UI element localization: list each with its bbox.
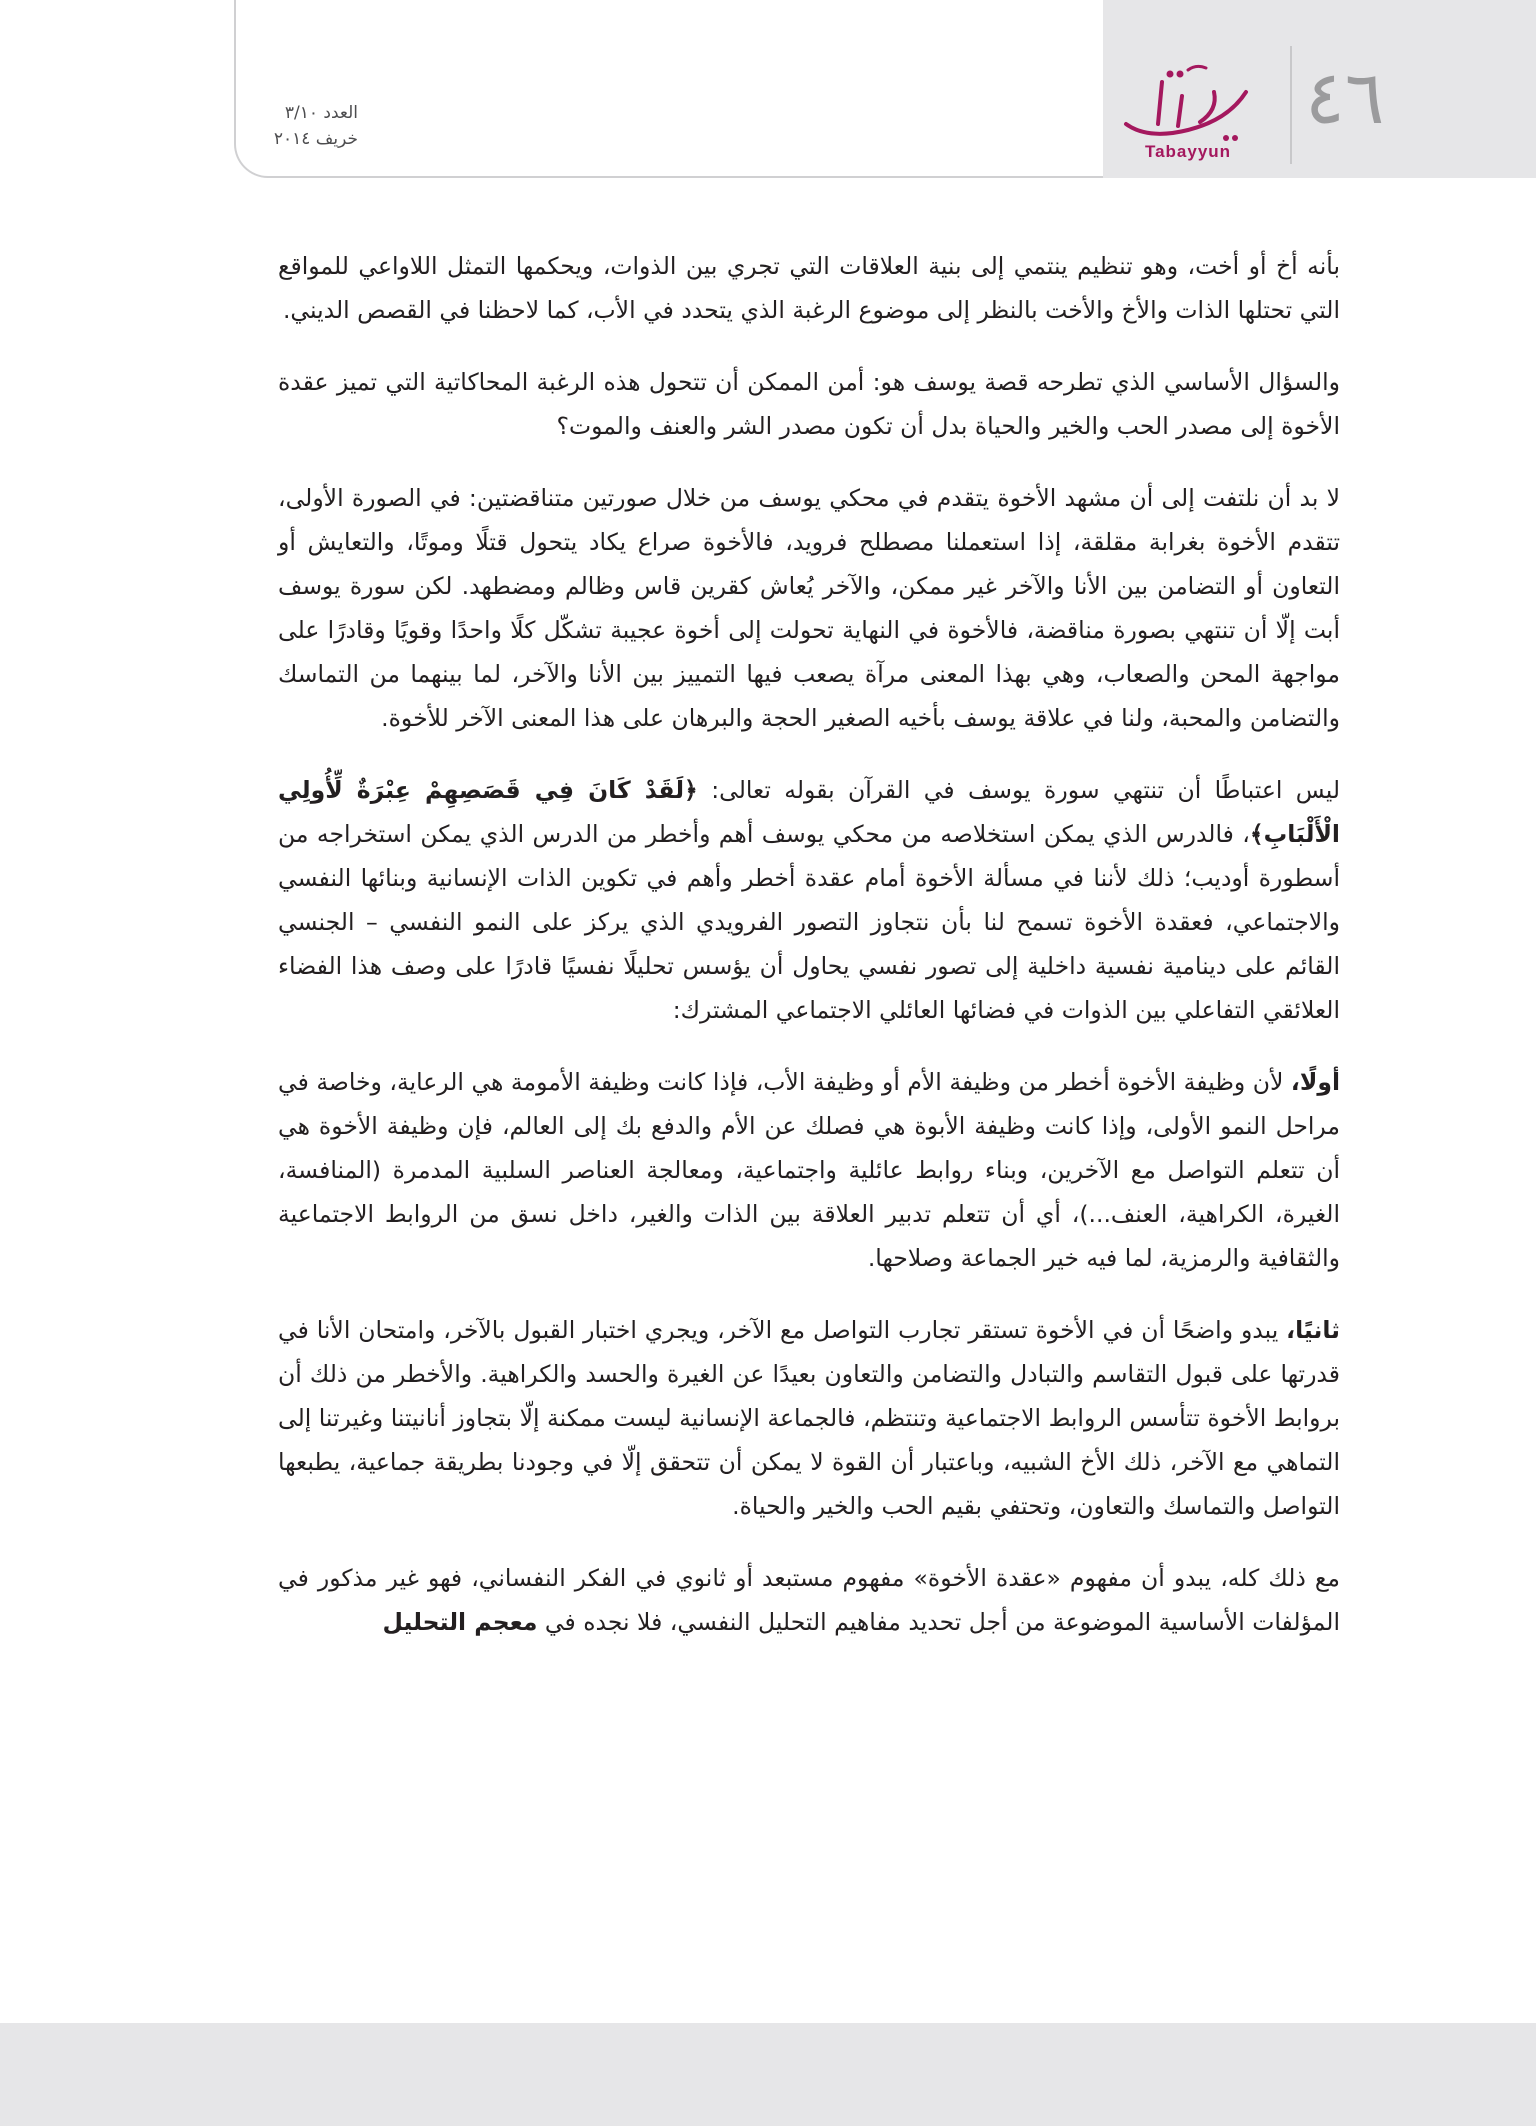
paragraph-6 xyxy=(278,1308,1340,1528)
paragraph-7-tail: معجم التحليل xyxy=(382,1608,538,1636)
paragraph-6-lead: ثانيًا، xyxy=(1286,1316,1340,1344)
journal-logo xyxy=(1118,62,1278,166)
footer-band xyxy=(0,2023,1536,2126)
issue-number: العدد ٣/١٠ xyxy=(284,103,358,123)
header-divider xyxy=(1290,46,1292,164)
logo-latin-text: Tabayyun xyxy=(1144,142,1232,161)
page-number: ٤٦ xyxy=(1305,55,1385,141)
paragraph-7-text: مع ذلك كله، يبدو أن مفهوم «عقدة الأخوة» مفهوم مستبعد أو ثانوي في الفكر النفساني، فهو غير مذكور في المؤلفات الأساسية الموضوعة من أجل تحديد مفاهيم التحليل النفسي، فلا نجده في xyxy=(278,1564,1340,1636)
issue-info xyxy=(238,100,358,152)
paragraph-4-text: ، فالدرس الذي يمكن استخلاصه من محكي يوسف أهم وأخطر من الدرس الذي يمكن استخراجه من أسطورة أوديب؛ ذلك لأننا في مسألة الأخوة أمام عقدة أخطر وأهم في تكوين الذات الإنسانية وبنائها النفسي والاجتماعي، فعقدة الأخوة تسمح لنا بأن نتجاوز التصور الفرويدي الذي يركز على النمو النفسي – الجنسي القائم على دينامية نفسية داخلية إلى تصور نفسي يحاول أن يؤسس تحليلًا نفسيًا قادرًا على وصف هذا الفضاء العلائقي التفاعلي بين الذوات في فضائها العائلي الاجتماعي المشترك: xyxy=(278,820,1340,1024)
paragraph-1: بأنه أخ أو أخت، وهو تنظيم ينتمي إلى بنية العلاقات التي تجري بين الذوات، ويحكمها التمثل اللاواعي للمواقع التي تحتلها الذات والأخ والأخت بالنظر إلى موضوع الرغبة الذي يتحدد في الأب، كما لاحظنا في القصص الديني. xyxy=(278,252,1340,324)
quran-quote: ﴿لَقَدْ كَانَ فِي قَصَصِهِمْ عِبْرَةٌ لِّأُولِي الْأَلْبَابِ﴾ xyxy=(278,776,1340,848)
paragraph-4-intro: ليس اعتباطًا أن تنتهي سورة يوسف في القرآن بقوله تعالى: xyxy=(697,776,1341,804)
paragraph-5-text: لأن وظيفة الأخوة أخطر من وظيفة الأم أو وظيفة الأب، فإذا كانت وظيفة الأمومة هي الرعاية، وخاصة في مراحل النمو الأولى، وإذا كانت وظيفة الأبوة هي فصلك عن الأم والدفع بك إلى العالم، فإن وظيفة الأخوة هي أن تتعلم التواصل مع الآخرين، وبناء روابط عائلية واجتماعية، ومعالجة العناصر السلبية المدمرة (المنافسة، الغيرة، الكراهية، العنف...)، أي أن تتعلم تدبير العلاقة بين الذات والغير، داخل نسق من الروابط الاجتماعية والثقافية والرمزية، لما فيه خير الجماعة وصلاحها. xyxy=(278,1068,1340,1272)
article-body xyxy=(278,244,1340,1672)
logo-calligraphy-icon xyxy=(1118,62,1268,146)
paragraph-6-text: يبدو واضحًا أن في الأخوة تستقر تجارب التواصل مع الآخر، ويجري اختبار القبول بالآخر، وامتحان الأنا في قدرتها على قبول التقاسم والتبادل والتضامن والتعاون بعيدًا عن الغيرة والحسد والكراهية. والأخطر من ذلك أن بروابط الأخوة تتأسس الروابط الاجتماعية وتنتظم، فالجماعة الإنسانية ليست ممكنة إلّا بتجاوز أنانيتنا وغيرتنا إلى التماهي مع الآخر، ذلك الأخ الشبيه، وباعتبار أن القوة لا يمكن أن تتحقق إلّا في وجودنا بطريقة جماعية، يطبعها التواصل والتماسك والتعاون، وتحتفي بقيم الحب والخير والحياة. xyxy=(278,1316,1340,1520)
paragraph-5-lead: أولًا، xyxy=(1290,1068,1340,1096)
paragraph-7 xyxy=(278,1556,1340,1644)
paragraph-3: لا بد أن نلتفت إلى أن مشهد الأخوة يتقدم في محكي يوسف من خلال صورتين متناقضتين: في الصورة الأولى، تتقدم الأخوة بغرابة مقلقة، إذا استعملنا مصطلح فرويد، فالأخوة صراع يكاد يتحول قتلًا وموتًا، والتعايش أو التعاون أو التضامن بين الأنا والآخر غير ممكن، والآخر يُعاش كقرين قاس وظالم ومضطهد. لكن سورة يوسف أبت إلّا أن تنتهي بصورة مناقضة، فالأخوة في النهاية تحولت إلى أخوة عجيبة تشكّل كلًا واحدًا وقويًا وقادرًا على مواجهة المحن والصعاب، وهي بهذا المعنى مرآة يصعب فيها التمييز بين الأنا والآخر، لما بينهما من التماسك والتضامن والمحبة، ولنا في علاقة يوسف بأخيه الصغير الحجة والبرهان على هذا المعنى الآخر للأخوة. xyxy=(278,484,1340,732)
paragraph-4 xyxy=(278,768,1340,1032)
issue-season: خريف ٢٠١٤ xyxy=(273,129,358,149)
paragraph-2: والسؤال الأساسي الذي تطرحه قصة يوسف هو: أمن الممكن أن تتحول هذه الرغبة المحاكاتية التي تميز عقدة الأخوة إلى مصدر الحب والخير والحياة بدل أن تكون مصدر الشر والعنف والموت؟ xyxy=(278,368,1340,440)
paragraph-5 xyxy=(278,1060,1340,1280)
